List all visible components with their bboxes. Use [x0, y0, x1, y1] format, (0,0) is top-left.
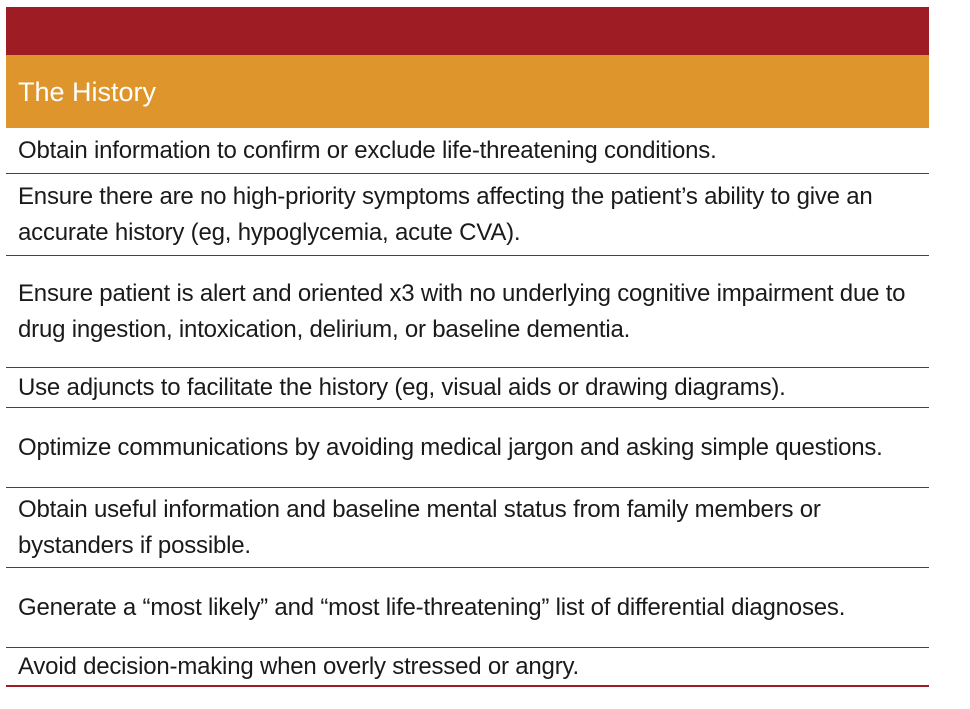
row-text: Optimize communications by avoiding medical jargon and asking simple questions. — [18, 433, 883, 461]
table-row — [6, 648, 929, 687]
row-text: Avoid decision-making when overly stressed or angry. — [18, 652, 579, 680]
table-row — [6, 408, 929, 488]
table-row — [6, 488, 929, 568]
table-row — [6, 128, 929, 174]
table-row — [6, 568, 929, 648]
table-top-bar — [6, 7, 929, 55]
row-text: Ensure there are no high-priority symptoms affecting the patient’s ability to give an accurate history (eg, hypoglycemia, acute CVA). — [18, 182, 873, 246]
table-title: The History — [18, 77, 157, 107]
table-row — [6, 256, 929, 368]
row-text: Use adjuncts to facilitate the history (eg, visual aids or drawing diagrams). — [18, 373, 786, 401]
row-text: Ensure patient is alert and oriented x3 with no underlying cognitive impairment due to drug ingestion, intoxication, delirium, or baseline dementia. — [18, 279, 906, 343]
row-text: Generate a “most likely” and “most life-threatening” list of differential diagnoses. — [18, 593, 846, 621]
table-row — [6, 368, 929, 408]
history-table — [6, 7, 929, 687]
row-text: Obtain useful information and baseline mental status from family members or bystanders if possible. — [18, 495, 821, 559]
table-header — [6, 55, 929, 128]
row-text: Obtain information to confirm or exclude life-threatening conditions. — [18, 136, 717, 164]
table-row — [6, 174, 929, 256]
